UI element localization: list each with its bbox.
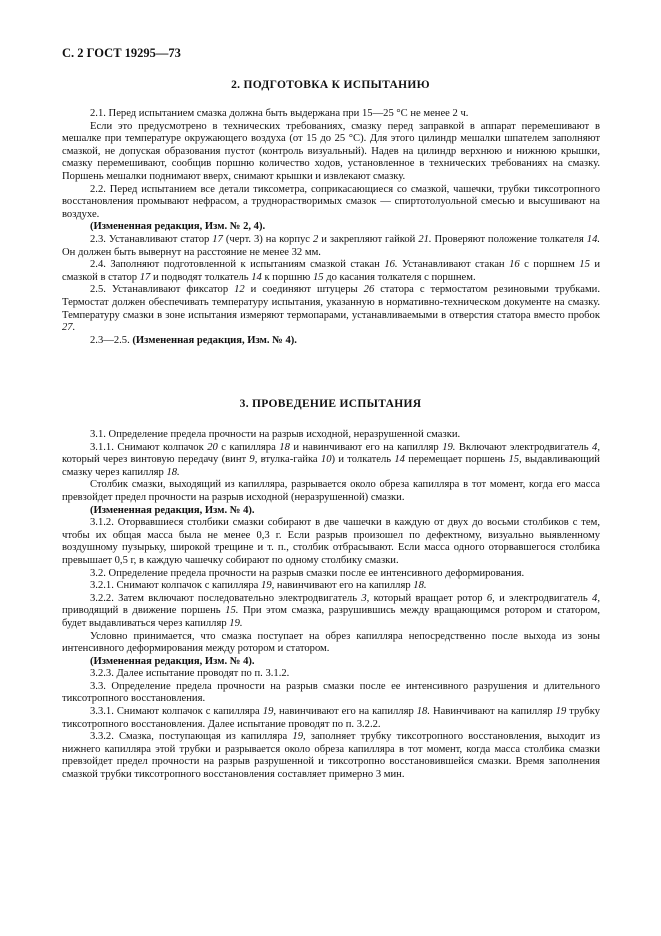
section-body-testing [62,429,600,782]
paragraph: (Измененная редакция, Изм. № 4). [90,504,255,516]
paragraph: 2.1. Перед испытанием смазка должна быть выдержана при 15—25 °С не менее 2 ч. [90,108,469,119]
paragraph: 2.3. Устанавливают статор 17 (черт. 3) на корпус 2 и закрепляют гайкой 21. Проверяют положение толкателя 14. Он должен быть вывернут на расстояние не менее 32 мм. [62,233,601,258]
paragraph: 3.3. Определение предела прочности на разрыв смазки после ее интенсивного разрушения и длительного тиксотропного восстановления. [62,680,600,705]
paragraph: 3.3.2. Смазка, поступающая из капилляра 19, заполняет трубку тиксотропного восстановления, выходит из нижнего капилляра этой трубки и разрывается около обреза капилляра в тот момент, когда масса столбика смазки превзойдет предел прочности на разрыв разрушенной и тиксотропно восстановившейся смазки. Время заполнения смазкой трубки тиксотропного восстановления составляет примерно 3 мин. [62,731,600,781]
paragraph: Столбик смазки, выходящий из капилляра, разрывается около обреза капилляра в тот момент, когда его масса превзойдет предел прочности на разрыв исходной (неразрушенной) смазки. [62,479,600,503]
paragraph: 3.1. Определение предела прочности на разрыв исходной, неразрушенной смазки. [90,429,461,440]
paragraph: 2.2. Перед испытанием все детали тиксометра, соприкасающиеся со смазкой, чашечки, трубки тиксотропного восстановления промывают нефрасом, а труднорастворимых смазок — спиртотолуольной смесью и высушивают на воздухе. [62,183,600,220]
paragraph: 3.2.1. Снимают колпачок с капилляра 19, навинчивают его на капилляр 18. [90,580,427,592]
paragraph: 3.2. Определение предела прочности на разрыв смазки после ее интенсивного деформирования. [90,567,525,579]
paragraph: (Измененная редакция, Изм. № 2, 4). [90,221,266,233]
paragraph: Условно принимается, что смазка поступает на обрез капилляра непосредственно после выхода из зоны интенсивного деформирования между ротором и статором. [62,630,600,655]
paragraph: Если это предусмотрено в технических требованиях, смазку перед заправкой в аппарат перемешивают в мешалке при температуре окружающего воздуха (от 15 до 25 °С). Для этого цилиндр мешалки шпателем заполняют смазкой, не допуская образования пустот (контроль визуальный). Надев на цилиндр верхнюю и нижнюю крышки, смазку перемешивают, сообщив поршню количество ходов, установленное в технических требованиях на смазку. Поршень мешалки поднимают вверх, снимают крышки и извлекают смазку. [62,120,600,182]
paragraph: 3.1.2. Оторвавшиеся столбики смазки собирают в две чашечки в каждую от двух до восьми столбиков с тем, чтобы их общая масса была не менее 0,3 г. Если разрыв произошел по дефектному, визуально выявленному воздушному пузырьку, широкой трещине и т. п., столбик отбрасывают. Если масса одного оторвавшегося столбика превышает 0,5 г, в каждую чашечку собирают по одному столбику смазки. [62,517,600,566]
paragraph: 3.3.1. Снимают колпачок с капилляра 19, навинчивают его на капилляр 18. Навинчивают на капилляр 19 трубку тиксотропного восстановления. Далее испытание проводят по п. 3.2.2. [62,706,600,730]
section-title-preparation: 2. ПОДГОТОВКА К ИСПЫТАНИЮ [231,79,430,91]
paragraph: 2.3—2.5. (Измененная редакция, Изм. № 4). [90,334,297,346]
paragraph: (Измененная редакция, Изм. № 4). [90,655,255,667]
paragraph: 2.5. Устанавливают фиксатор 12 и соединяют штуцеры 26 статора с термостатом резиновыми трубками. Термостат должен обеспечивать температуру испытания, указанную в нормативно-техническом документе на смазку. Температуру смазки в зоне испытания измеряют термопарами, устанавливаемыми в отверстия статора вместо пробок 27. [62,284,600,334]
section-body-preparation [62,108,600,347]
page-header: С. 2 ГОСТ 19295—73 [62,46,181,60]
paragraph: 3.2.2. Затем включают последовательно электродвигатель 3, который вращает ротор 6, и электродвигатель 4, приводящий в движение поршень 15. При этом смазка, разрушившись между вращающимся ротором и статором, будет выдавливаться через капилляр 19. [62,592,600,629]
paragraph: 2.4. Заполняют подготовленной к испытаниям смазкой стакан 16. Устанавливают стакан 16 с поршнем 15 и смазкой в статор 17 и подводят толкатель 14 к поршню 15 до касания толкателя с поршнем. [62,259,600,283]
paragraph: 3.1.1. Снимают колпачок 20 с капилляра 18 и навинчивают его на капилляр 19. Включают электродвигатель 4, который через винтовую передачу (винт 9, втулка-гайка 10) и толкатель 14 перемещает поршень 15, выдавливающий смазку через капилляр 18. [62,441,600,478]
section-title-testing: 3. ПРОВЕДЕНИЕ ИСПЫТАНИЯ [239,398,422,410]
paragraph: 3.2.3. Далее испытание проводят по п. 3.1.2. [90,668,290,680]
